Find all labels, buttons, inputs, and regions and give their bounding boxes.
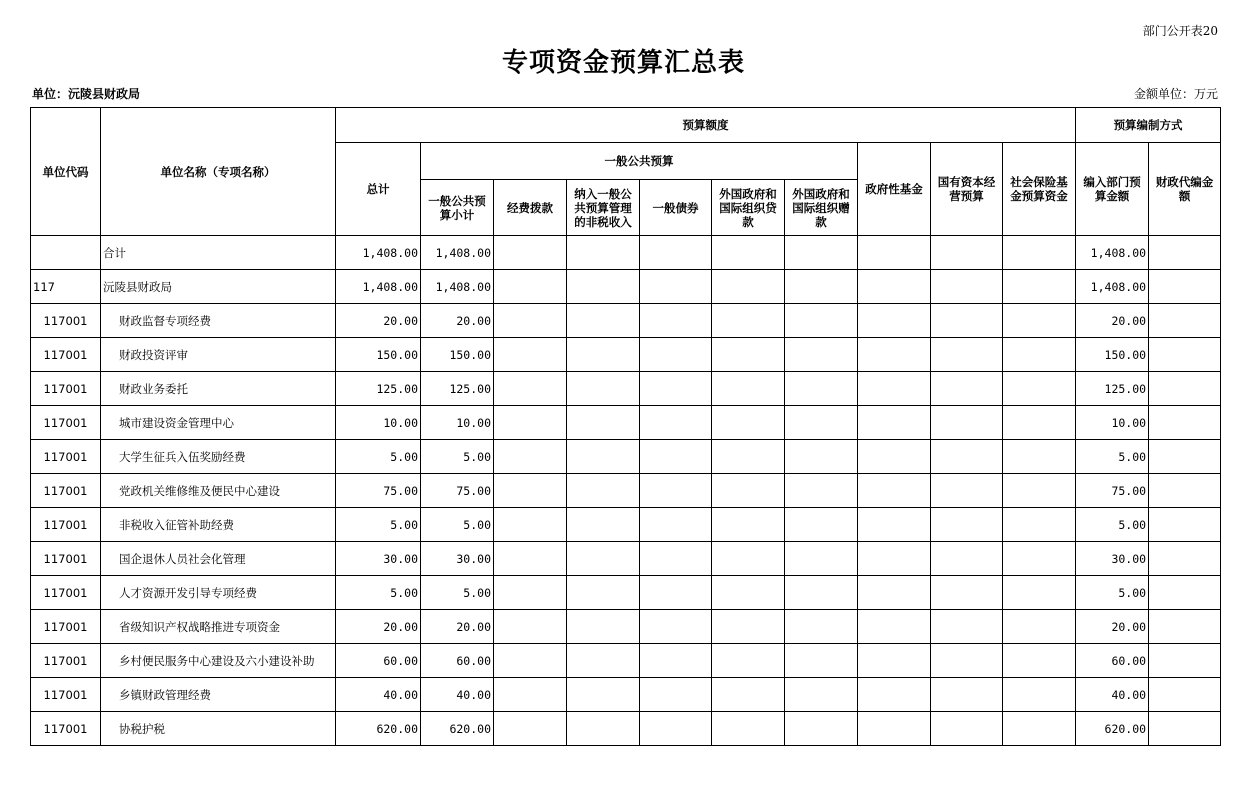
total-cell: 30.00 <box>336 542 421 576</box>
finance-amount-cell <box>1149 338 1221 372</box>
table-row <box>31 372 1221 406</box>
foreign-grant-cell <box>785 576 858 610</box>
state-capital-cell <box>931 304 1003 338</box>
unit-name-cell: 城市建设资金管理中心 <box>101 406 336 440</box>
state-capital-cell <box>931 372 1003 406</box>
table-row <box>31 440 1221 474</box>
non-tax-revenue-cell <box>567 304 640 338</box>
gpb-subtotal-cell: 60.00 <box>421 644 494 678</box>
finance-amount-cell <box>1149 678 1221 712</box>
state-capital-cell <box>931 440 1003 474</box>
gov-fund-cell <box>858 304 931 338</box>
social-insurance-cell <box>1003 576 1076 610</box>
unit-code-cell: 117001 <box>31 338 101 372</box>
gov-fund-cell <box>858 712 931 746</box>
expense-allocation-cell <box>494 372 567 406</box>
finance-amount-cell <box>1149 712 1221 746</box>
unit-name-cell: 合计 <box>101 236 336 270</box>
unit-code-cell: 117001 <box>31 542 101 576</box>
dept-amount-cell: 1,408.00 <box>1076 236 1149 270</box>
table-row <box>31 270 1221 304</box>
general-bond-cell <box>640 406 712 440</box>
general-bond-cell <box>640 678 712 712</box>
finance-amount-cell <box>1149 406 1221 440</box>
foreign-loan-cell <box>712 372 785 406</box>
foreign-loan-cell <box>712 610 785 644</box>
general-bond-cell <box>640 440 712 474</box>
social-insurance-cell <box>1003 406 1076 440</box>
foreign-loan-cell <box>712 678 785 712</box>
foreign-grant-cell <box>785 236 858 270</box>
header-gov-fund: 政府性基金 <box>858 143 931 236</box>
general-bond-cell <box>640 338 712 372</box>
gpb-subtotal-cell: 75.00 <box>421 474 494 508</box>
foreign-grant-cell <box>785 610 858 644</box>
foreign-loan-cell <box>712 576 785 610</box>
social-insurance-cell <box>1003 372 1076 406</box>
expense-allocation-cell <box>494 644 567 678</box>
header-total: 总计 <box>336 143 421 236</box>
finance-amount-cell <box>1149 508 1221 542</box>
table-row <box>31 474 1221 508</box>
table-row <box>31 304 1221 338</box>
gpb-subtotal-cell: 40.00 <box>421 678 494 712</box>
finance-amount-cell <box>1149 304 1221 338</box>
unit-code-cell: 117001 <box>31 610 101 644</box>
dept-amount-cell: 5.00 <box>1076 576 1149 610</box>
unit-code-cell: 117001 <box>31 712 101 746</box>
total-cell: 1,408.00 <box>336 270 421 304</box>
state-capital-cell <box>931 508 1003 542</box>
state-capital-cell <box>931 542 1003 576</box>
table-row <box>31 610 1221 644</box>
gov-fund-cell <box>858 406 931 440</box>
social-insurance-cell <box>1003 712 1076 746</box>
expense-allocation-cell <box>494 712 567 746</box>
finance-amount-cell <box>1149 576 1221 610</box>
non-tax-revenue-cell <box>567 338 640 372</box>
foreign-grant-cell <box>785 372 858 406</box>
total-cell: 5.00 <box>336 440 421 474</box>
unit-name-cell: 党政机关维修维及便民中心建设 <box>101 474 336 508</box>
foreign-grant-cell <box>785 338 858 372</box>
finance-amount-cell <box>1149 542 1221 576</box>
gpb-subtotal-cell: 10.00 <box>421 406 494 440</box>
gov-fund-cell <box>858 474 931 508</box>
gov-fund-cell <box>858 372 931 406</box>
gpb-subtotal-cell: 5.00 <box>421 508 494 542</box>
foreign-grant-cell <box>785 406 858 440</box>
expense-allocation-cell <box>494 508 567 542</box>
foreign-grant-cell <box>785 542 858 576</box>
state-capital-cell <box>931 236 1003 270</box>
total-cell: 20.00 <box>336 610 421 644</box>
unit-code-cell: 117001 <box>31 644 101 678</box>
total-cell: 40.00 <box>336 678 421 712</box>
unit-name-cell: 省级知识产权战略推进专项资金 <box>101 610 336 644</box>
header-general-bond: 一般债券 <box>640 180 712 236</box>
expense-allocation-cell <box>494 270 567 304</box>
non-tax-revenue-cell <box>567 406 640 440</box>
header-dept-amount: 编入部门预算金额 <box>1076 143 1149 236</box>
unit-code-cell: 117001 <box>31 440 101 474</box>
foreign-loan-cell <box>712 474 785 508</box>
general-bond-cell <box>640 508 712 542</box>
header-state-capital: 国有资本经营预算 <box>931 143 1003 236</box>
dept-amount-cell: 40.00 <box>1076 678 1149 712</box>
dept-amount-cell: 1,408.00 <box>1076 270 1149 304</box>
header-gpb-subtotal: 一般公共预算小计 <box>421 180 494 236</box>
general-bond-cell <box>640 304 712 338</box>
finance-amount-cell <box>1149 236 1221 270</box>
non-tax-revenue-cell <box>567 610 640 644</box>
expense-allocation-cell <box>494 542 567 576</box>
dept-amount-cell: 20.00 <box>1076 610 1149 644</box>
unit-name-cell: 协税护税 <box>101 712 336 746</box>
dept-amount-cell: 30.00 <box>1076 542 1149 576</box>
header-budget-amount: 预算额度 <box>336 108 1076 143</box>
non-tax-revenue-cell <box>567 236 640 270</box>
social-insurance-cell <box>1003 542 1076 576</box>
unit-code-cell: 117001 <box>31 508 101 542</box>
dept-amount-cell: 5.00 <box>1076 508 1149 542</box>
total-cell: 125.00 <box>336 372 421 406</box>
social-insurance-cell <box>1003 338 1076 372</box>
header-unit-code: 单位代码 <box>31 108 101 236</box>
unit-code-cell: 117 <box>31 270 101 304</box>
expense-allocation-cell <box>494 474 567 508</box>
gpb-subtotal-cell: 150.00 <box>421 338 494 372</box>
social-insurance-cell <box>1003 610 1076 644</box>
header-foreign-grant: 外国政府和国际组织赠款 <box>785 180 858 236</box>
dept-amount-cell: 620.00 <box>1076 712 1149 746</box>
header-non-tax-revenue: 纳入一般公共预算管理的非税收入 <box>567 180 640 236</box>
gpb-subtotal-cell: 5.00 <box>421 440 494 474</box>
total-cell: 1,408.00 <box>336 236 421 270</box>
table-body <box>31 236 1221 746</box>
header-social-insurance: 社会保险基金预算资金 <box>1003 143 1076 236</box>
expense-allocation-cell <box>494 406 567 440</box>
gpb-subtotal-cell: 20.00 <box>421 610 494 644</box>
table-row <box>31 236 1221 270</box>
gpb-subtotal-cell: 30.00 <box>421 542 494 576</box>
foreign-grant-cell <box>785 678 858 712</box>
table-row <box>31 508 1221 542</box>
general-bond-cell <box>640 576 712 610</box>
unit-name-cell: 国企退休人员社会化管理 <box>101 542 336 576</box>
general-bond-cell <box>640 372 712 406</box>
general-bond-cell <box>640 644 712 678</box>
gov-fund-cell <box>858 338 931 372</box>
social-insurance-cell <box>1003 270 1076 304</box>
non-tax-revenue-cell <box>567 542 640 576</box>
non-tax-revenue-cell <box>567 440 640 474</box>
foreign-grant-cell <box>785 270 858 304</box>
gov-fund-cell <box>858 576 931 610</box>
unit-name-cell: 财政监督专项经费 <box>101 304 336 338</box>
gov-fund-cell <box>858 236 931 270</box>
gov-fund-cell <box>858 542 931 576</box>
dept-amount-cell: 5.00 <box>1076 440 1149 474</box>
total-cell: 620.00 <box>336 712 421 746</box>
general-bond-cell <box>640 236 712 270</box>
foreign-loan-cell <box>712 270 785 304</box>
total-cell: 10.00 <box>336 406 421 440</box>
social-insurance-cell <box>1003 678 1076 712</box>
unit-name-cell: 大学生征兵入伍奖励经费 <box>101 440 336 474</box>
gov-fund-cell <box>858 508 931 542</box>
expense-allocation-cell <box>494 576 567 610</box>
table-row <box>31 644 1221 678</box>
unit-name-cell: 非税收入征管补助经费 <box>101 508 336 542</box>
header-expense-allocation: 经费拨款 <box>494 180 567 236</box>
table-row <box>31 542 1221 576</box>
table-row <box>31 406 1221 440</box>
general-bond-cell <box>640 610 712 644</box>
foreign-grant-cell <box>785 474 858 508</box>
unit-name-cell: 乡镇财政管理经费 <box>101 678 336 712</box>
unit-code-cell: 117001 <box>31 372 101 406</box>
foreign-grant-cell <box>785 440 858 474</box>
header-prep-method: 预算编制方式 <box>1076 108 1221 143</box>
total-cell: 20.00 <box>336 304 421 338</box>
finance-amount-cell <box>1149 610 1221 644</box>
money-unit-label: 金额单位：万元 <box>1133 87 1218 101</box>
expense-allocation-cell <box>494 678 567 712</box>
unit-code-cell: 117001 <box>31 678 101 712</box>
unit-name-cell: 财政业务委托 <box>101 372 336 406</box>
non-tax-revenue-cell <box>567 372 640 406</box>
unit-code-cell: 117001 <box>31 304 101 338</box>
dept-amount-cell: 75.00 <box>1076 474 1149 508</box>
dept-amount-cell: 20.00 <box>1076 304 1149 338</box>
gpb-subtotal-cell: 125.00 <box>421 372 494 406</box>
social-insurance-cell <box>1003 236 1076 270</box>
expense-allocation-cell <box>494 610 567 644</box>
header-foreign-loan: 外国政府和国际组织贷款 <box>712 180 785 236</box>
state-capital-cell <box>931 338 1003 372</box>
gov-fund-cell <box>858 644 931 678</box>
expense-allocation-cell <box>494 338 567 372</box>
gov-fund-cell <box>858 440 931 474</box>
foreign-loan-cell <box>712 508 785 542</box>
non-tax-revenue-cell <box>567 712 640 746</box>
expense-allocation-cell <box>494 236 567 270</box>
expense-allocation-cell <box>494 440 567 474</box>
foreign-loan-cell <box>712 712 785 746</box>
total-cell: 60.00 <box>336 644 421 678</box>
gpb-subtotal-cell: 5.00 <box>421 576 494 610</box>
finance-amount-cell <box>1149 270 1221 304</box>
total-cell: 5.00 <box>336 576 421 610</box>
state-capital-cell <box>931 406 1003 440</box>
unit-name-cell: 乡村便民服务中心建设及六小建设补助 <box>101 644 336 678</box>
dept-amount-cell: 60.00 <box>1076 644 1149 678</box>
foreign-loan-cell <box>712 406 785 440</box>
total-cell: 75.00 <box>336 474 421 508</box>
foreign-grant-cell <box>785 304 858 338</box>
foreign-grant-cell <box>785 712 858 746</box>
general-bond-cell <box>640 474 712 508</box>
foreign-loan-cell <box>712 338 785 372</box>
general-bond-cell <box>640 542 712 576</box>
total-cell: 5.00 <box>336 508 421 542</box>
non-tax-revenue-cell <box>567 474 640 508</box>
social-insurance-cell <box>1003 474 1076 508</box>
expense-allocation-cell <box>494 304 567 338</box>
foreign-grant-cell <box>785 644 858 678</box>
budget-table <box>30 107 1221 746</box>
foreign-loan-cell <box>712 644 785 678</box>
non-tax-revenue-cell <box>567 270 640 304</box>
general-bond-cell <box>640 712 712 746</box>
state-capital-cell <box>931 678 1003 712</box>
finance-amount-cell <box>1149 644 1221 678</box>
unit-code-cell: 117001 <box>31 474 101 508</box>
unit-code-cell <box>31 236 101 270</box>
foreign-loan-cell <box>712 236 785 270</box>
page-title: 专项资金预算汇总表 <box>501 48 745 78</box>
header-general-public-budget: 一般公共预算 <box>421 143 858 180</box>
gpb-subtotal-cell: 20.00 <box>421 304 494 338</box>
header-finance-amount: 财政代编金额 <box>1149 143 1221 236</box>
state-capital-cell <box>931 712 1003 746</box>
general-bond-cell <box>640 270 712 304</box>
gov-fund-cell <box>858 610 931 644</box>
unit-label: 单位：沅陵县财政局 <box>32 87 141 101</box>
non-tax-revenue-cell <box>567 678 640 712</box>
non-tax-revenue-cell <box>567 508 640 542</box>
gpb-subtotal-cell: 1,408.00 <box>421 236 494 270</box>
dept-amount-cell: 125.00 <box>1076 372 1149 406</box>
finance-amount-cell <box>1149 474 1221 508</box>
gpb-subtotal-cell: 1,408.00 <box>421 270 494 304</box>
foreign-loan-cell <box>712 440 785 474</box>
state-capital-cell <box>931 610 1003 644</box>
dept-amount-cell: 150.00 <box>1076 338 1149 372</box>
state-capital-cell <box>931 474 1003 508</box>
foreign-loan-cell <box>712 304 785 338</box>
state-capital-cell <box>931 644 1003 678</box>
foreign-loan-cell <box>712 542 785 576</box>
gov-fund-cell <box>858 678 931 712</box>
state-capital-cell <box>931 270 1003 304</box>
foreign-grant-cell <box>785 508 858 542</box>
social-insurance-cell <box>1003 440 1076 474</box>
gov-fund-cell <box>858 270 931 304</box>
table-row <box>31 576 1221 610</box>
unit-code-cell: 117001 <box>31 406 101 440</box>
social-insurance-cell <box>1003 644 1076 678</box>
gpb-subtotal-cell: 620.00 <box>421 712 494 746</box>
social-insurance-cell <box>1003 304 1076 338</box>
unit-name-cell: 财政投资评审 <box>101 338 336 372</box>
table-row <box>31 712 1221 746</box>
total-cell: 150.00 <box>336 338 421 372</box>
unit-name-cell: 人才资源开发引导专项经费 <box>101 576 336 610</box>
table-row <box>31 338 1221 372</box>
unit-name-cell: 沅陵县财政局 <box>101 270 336 304</box>
finance-amount-cell <box>1149 440 1221 474</box>
non-tax-revenue-cell <box>567 644 640 678</box>
dept-amount-cell: 10.00 <box>1076 406 1149 440</box>
social-insurance-cell <box>1003 508 1076 542</box>
state-capital-cell <box>931 576 1003 610</box>
unit-code-cell: 117001 <box>31 576 101 610</box>
finance-amount-cell <box>1149 372 1221 406</box>
header-unit-name: 单位名称（专项名称） <box>101 108 336 236</box>
form-tag: 部门公开表20 <box>1142 24 1218 38</box>
non-tax-revenue-cell <box>567 576 640 610</box>
table-row <box>31 678 1221 712</box>
